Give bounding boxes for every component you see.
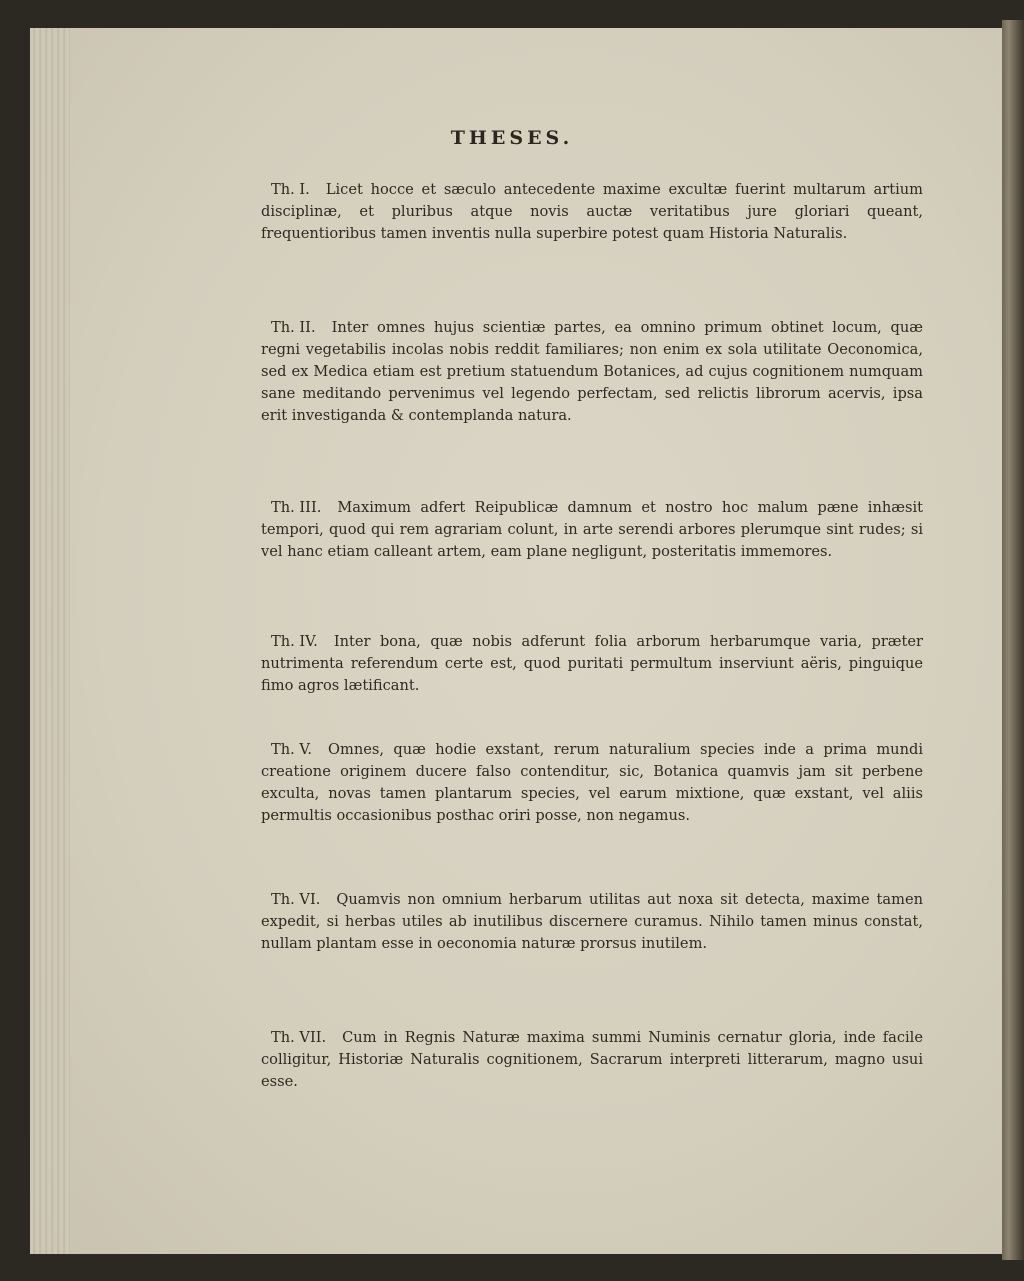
thesis-number: Th. VI. bbox=[271, 891, 321, 908]
thesis-number: Th. I. bbox=[271, 181, 310, 198]
thesis-text: Quamvis non omnium herbarum utilitas aut noxa sit detecta, maxime tamen expedit, si herbas utiles ab inutilibus discernere curamus. Nihilo tamen minus constat, nullam plantam esse in oeconomia naturæ prorsus inutilem. bbox=[261, 891, 923, 952]
thesis-text: Cum in Regnis Naturæ maxima summi Numinis cernatur gloria, inde facile colligitur, Historiæ Naturalis cognitionem, Sacrarum interpreti litterarum, magno usui esse. bbox=[261, 1029, 923, 1090]
thesis-6 bbox=[261, 889, 923, 955]
thesis-7 bbox=[261, 1027, 923, 1093]
thesis-number: Th. VII. bbox=[271, 1029, 327, 1046]
thesis-4 bbox=[261, 631, 923, 697]
thesis-2 bbox=[261, 317, 923, 427]
page-title: THESES. bbox=[450, 127, 574, 149]
thesis-text: Inter omnes hujus scientiæ partes, ea omnino primum obtinet locum, quæ regni vegetabilis incolas nobis reddit familiares; non enim ex sola utilitate Oeconomica, sed ex Medica etiam est pretium statuendum Botanices, ad cujus cognitionem numquam sane meditando pervenimus vel legendo perfectam, sed relictis librorum acervis, ipsa erit investiganda & contemplanda natura. bbox=[261, 319, 923, 424]
book-gutter bbox=[1002, 20, 1024, 1260]
thesis-number: Th. IV. bbox=[271, 633, 318, 650]
thesis-text: Omnes, quæ hodie exstant, rerum naturalium species inde a prima mundi creatione originem ducere falso contenditur, sic, Botanica quamvis jam sit perbene exculta, novas tamen plantarum species, vel earum mixtione, quæ exstant, vel aliis permultis occasionibus posthac oriri posse, non negamus. bbox=[261, 741, 923, 824]
thesis-3 bbox=[261, 497, 923, 563]
thesis-text: Maximum adfert Reipublicæ damnum et nostro hoc malum pæne inhæsit tempori, quod qui rem agrariam colunt, in arte serendi arbores plerumque sint rudes; si vel hanc etiam calleant artem, eam plane negligunt, posteritatis immemores. bbox=[261, 499, 923, 560]
thesis-text: Licet hocce et sæculo antecedente maxime excultæ fuerint multarum artium disciplinæ, et pluribus atque novis auctæ veritatibus jure gloriari queant, frequentioribus tamen inventis nulla superbire potest quam Historia Naturalis. bbox=[261, 181, 923, 242]
page-stack-edge bbox=[30, 28, 70, 1254]
thesis-number: Th. II. bbox=[271, 319, 316, 336]
thesis-number: Th. III. bbox=[271, 499, 322, 516]
thesis-5 bbox=[261, 739, 923, 827]
thesis-number: Th. V. bbox=[271, 741, 313, 758]
thesis-1 bbox=[261, 179, 923, 245]
thesis-text: Inter bona, quæ nobis adferunt folia arborum herbarumque varia, præter nutrimenta referendum certe est, quod puritati permultum inserviunt aëris, pinguique fimo agros lætificant. bbox=[261, 633, 923, 694]
